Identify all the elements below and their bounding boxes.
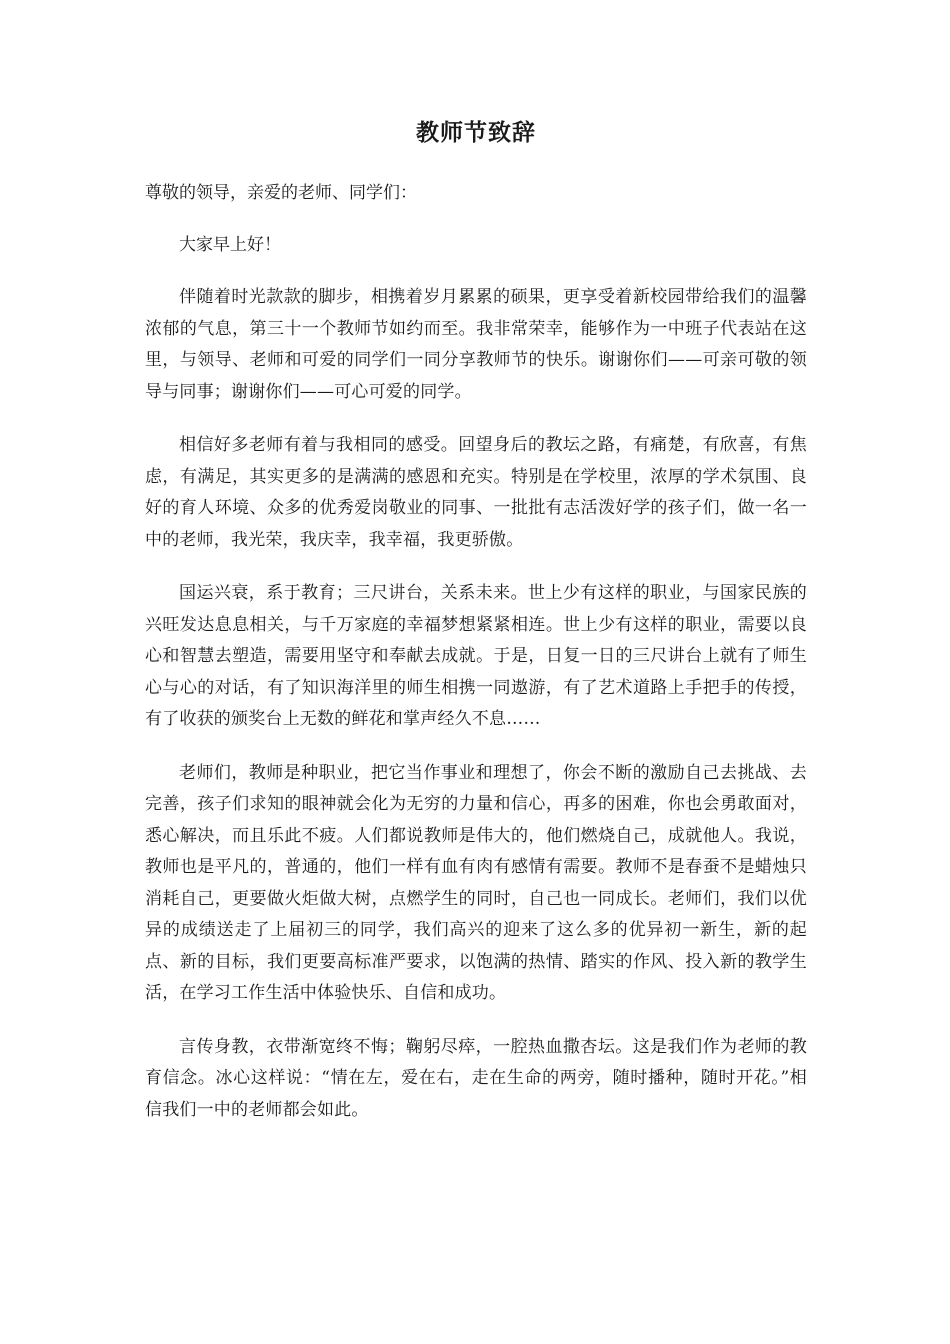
paragraph-2: 相信好多老师有着与我相同的感受。回望身后的教坛之路，有痛楚，有欣喜，有焦虑，有满足，其实更多的是满满的感恩和充实。特别是在学校里，浓厚的学术氛围、良好的育人环境、众多的优秀爱岗敬业的同事、一批批有志活泼好学的孩子们，做一名一中的老师，我光荣，我庆幸，我幸福，我更骄傲。 <box>145 435 807 550</box>
salutation: 尊敬的领导，亲爱的老师、同学们： <box>145 183 417 203</box>
paragraph-4: 老师们，教师是种职业，把它当作事业和理想了，你会不断的激励自己去挑战、去完善，孩子们求知的眼神就会化为无穷的力量和信心，再多的困难，你也会勇敢面对，悉心解决，而且乐此不疲。人们都说教师是伟大的，他们燃烧自己，成就他人。我说，教师也是平凡的，普通的，他们一样有血有肉有感情有需要。教师不是春蚕不是蜡烛只消耗自己，更要做火炬做大树，点燃学生的同时，自己也一同成长。老师们，我们以优异的成绩送走了上届初三的同学，我们高兴的迎来了这么多的优异初一新生，新的起点、新的目标，我们更要高标准严要求，以饱满的热情、踏实的作风、投入新的教学生活，在学习工作生活中体验快乐、自信和成功。 <box>145 762 807 1003</box>
paragraph-1: 伴随着时光款款的脚步，相携着岁月累累的硕果，更享受着新校园带给我们的温馨浓郁的气息，第三十一个教师节如约而至。我非常荣幸，能够作为一中班子代表站在这里，与领导、老师和可爱的同学们一同分享教师节的快乐。谢谢你们——可亲可敬的领导与同事；谢谢你们——可心可爱的同学。 <box>145 287 807 402</box>
document-body <box>145 112 807 1126</box>
document-title: 教师节致辞 <box>416 119 536 146</box>
paragraph-5: 言传身教，衣带渐宽终不悔；鞠躬尽瘁，一腔热血撒杏坛。这是我们作为老师的教育信念。冰心这样说：“情在左，爱在右，走在生命的两旁，随时播种，随时开花。”相信我们一中的老师都会如此。 <box>145 1036 807 1120</box>
greeting: 大家早上好！ <box>179 235 281 255</box>
paragraph-3: 国运兴衰，系于教育；三尺讲台，关系未来。世上少有这样的职业，与国家民族的兴旺发达息息相关，与千万家庭的幸福梦想紧紧相连。世上少有这样的职业，需要以良心和智慧去塑造，需要用坚守和奉献去成就。于是，日复一日的三尺讲台上就有了师生心与心的对话，有了知识海洋里的师生相携一同遨游，有了艺术道路上手把手的传授，有了收获的颁奖台上无数的鲜花和掌声经久不息…… <box>145 583 807 729</box>
